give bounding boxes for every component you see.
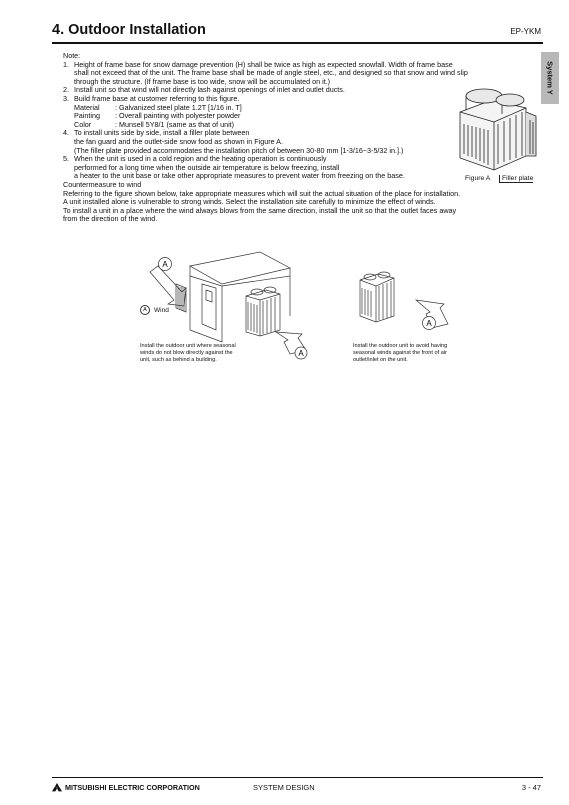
note-item-number: 4. [63, 128, 69, 138]
spec-value: : Galvanized steel plate 1.2T [1/16 in. T] [115, 102, 242, 112]
spec-key: Color [74, 119, 92, 129]
note-label: Note: [63, 51, 81, 60]
wind-legend-marker: A [140, 305, 150, 315]
filler-plate-label: Filler plate [499, 175, 533, 183]
caption-line: outlet/inlet on the unit. [353, 356, 408, 363]
countermeasure-title: Countermeasure to wind [63, 179, 142, 189]
note-line: To install units side by side, install a filler plate between [74, 128, 250, 138]
note-item-number: 1. [63, 59, 69, 69]
note-item-number: 5. [63, 154, 69, 164]
caption-line: unit, such as behind a building. [140, 356, 217, 363]
note-line: shall not exceed that of the unit. The frame base shall be made of angle steel, etc., and designed so that snow and wind slip [74, 68, 468, 78]
note-line: (The filler plate provided accommodates the installation pitch of between 30-80 mm [1-3/16~3-5/32 in.].) [74, 145, 404, 155]
note-line: Build frame base at customer referring to this figure. [74, 93, 240, 103]
wind-marker-label: A [426, 319, 432, 328]
spec-key: Material [74, 102, 100, 112]
countermeasure-line: from the direction of the wind. [63, 214, 158, 224]
wind-legend [140, 305, 169, 315]
wind-marker-label: A [298, 349, 304, 358]
right-figure-caption [353, 343, 493, 363]
figure-a-caption: Figure A [465, 175, 491, 182]
wind-marker-label: A [162, 260, 168, 269]
footer-rule [52, 777, 543, 778]
note-line: Height of frame base for snow damage prevention (H) shall be twice as high as expected snowfall. Width of frame base [74, 59, 453, 69]
note-line: through the structure. (If frame base is too wide, snow will be accumulated on it.) [74, 76, 331, 86]
page-title: 4. Outdoor Installation [52, 22, 206, 38]
wind-figure-right [350, 266, 460, 336]
caption-line: seasonal winds against the front of air [353, 349, 447, 356]
wind-figure-left [140, 246, 320, 358]
countermeasure-line: Referring to the figure shown below, take appropriate measures which will suit the actual situation of the place for installation. [63, 188, 461, 198]
wind-marker-left-bottom [294, 346, 308, 360]
wind-legend-text: Wind [154, 306, 169, 314]
left-figure-caption [140, 343, 280, 363]
spec-key: Painting [74, 111, 100, 121]
caption-line: winds do not blow directly against the [140, 349, 233, 356]
spec-value: : Overall painting with polyester powder [115, 111, 241, 121]
figure-a-illustration [452, 84, 544, 176]
footer-company [52, 783, 200, 792]
caption-line: Install the outdoor unit to avoid having [353, 343, 448, 349]
countermeasure-line: A unit installed alone is vulnerable to strong winds. Select the installation site carefully to minimize the effect of winds. [63, 197, 436, 207]
caption-line: Install the outdoor unit where seasonal [140, 343, 236, 349]
note-item-1 [63, 61, 531, 87]
note-item-number: 2. [63, 85, 69, 95]
countermeasure-line: To install a unit in a place where the wind always blows from the same direction, install the unit so that the outlet faces away [63, 205, 457, 215]
spec-value: : Munsell 5Y8/1 (same as that of unit) [115, 119, 235, 129]
side-tab-label: System Y [545, 61, 555, 95]
page-number: 3 - 47 [521, 783, 541, 792]
note-line: Install unit so that wind will not directly lash against openings of inlet and outlet ducts. [74, 85, 345, 95]
footer-section: SYSTEM DESIGN [253, 783, 315, 792]
note-line: a heater to the unit base or take other appropriate measures to prevent water from freezing on the base. [74, 171, 405, 181]
mitsubishi-logo-icon [52, 783, 62, 792]
note-item-number: 3. [63, 93, 69, 103]
company-name: MITSUBISHI ELECTRIC CORPORATION [65, 783, 200, 792]
note-line: performed for a long time when the outside air temperature is below freezing, install [74, 162, 340, 172]
note-line: When the unit is used in a cold region and the heating operation is continuously [74, 154, 327, 164]
model-label: EP-YKM [510, 27, 541, 36]
note-line: the fan guard and the outlet-side snow food as shown in Figure A. [74, 136, 283, 146]
header-rule [52, 42, 543, 44]
